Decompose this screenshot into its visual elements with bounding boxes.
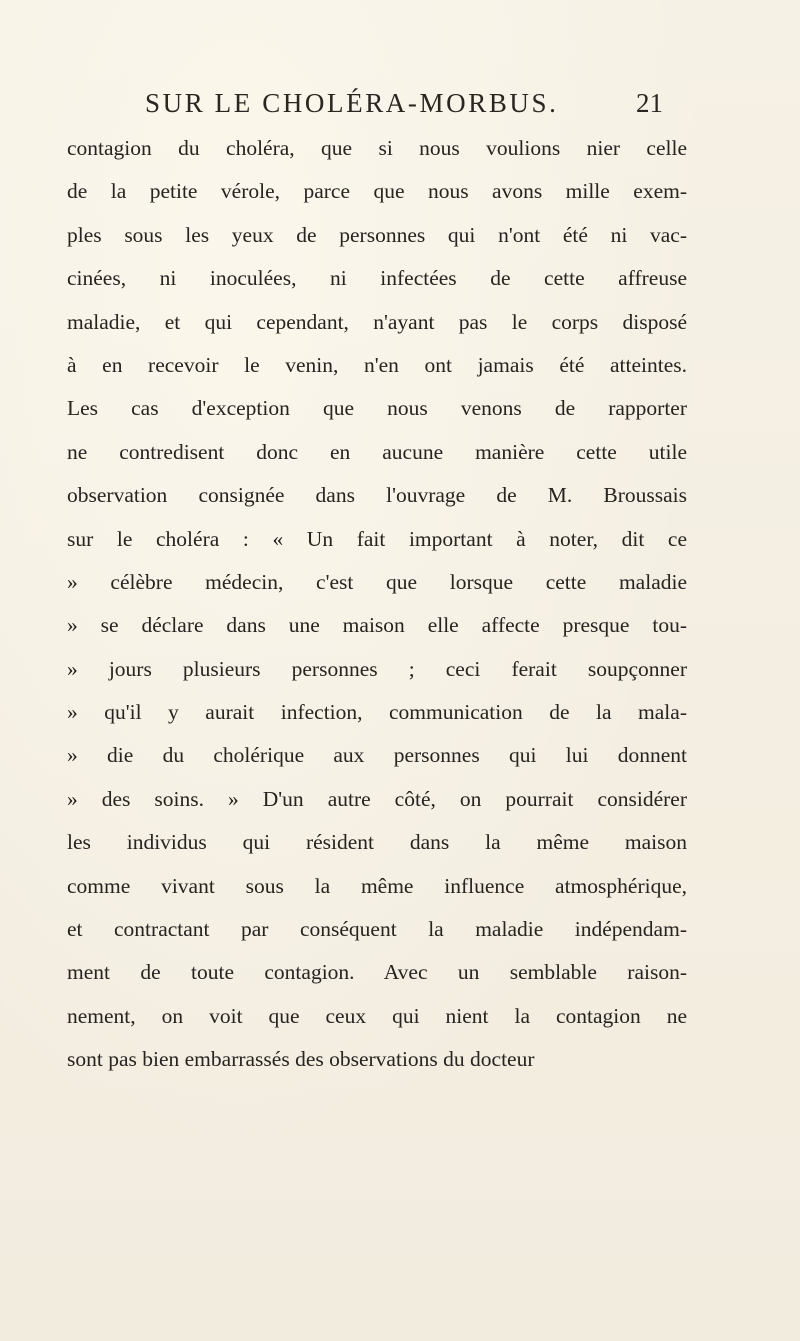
- text-line: » se déclare dans une maison elle affecte presque tou-: [67, 613, 687, 638]
- text-line: » die du cholérique aux personnes qui lui donnent: [67, 743, 687, 768]
- text-line: » qu'il y aurait infection, communication de la mala-: [67, 700, 687, 725]
- text-line: ment de toute contagion. Avec un semblable raison-: [67, 960, 687, 985]
- text-line: » des soins. » D'un autre côté, on pourrait considérer: [67, 786, 687, 811]
- text-line: cinées, ni inoculées, ni infectées de cette affreuse: [67, 266, 687, 291]
- text-line: à en recevoir le venin, n'en ont jamais été atteintes.: [67, 352, 687, 377]
- text-line: de la petite vérole, parce que nous avons mille exem-: [67, 179, 687, 204]
- page-number: 21: [636, 88, 663, 118]
- text-line: contagion du choléra, que si nous voulions nier celle: [67, 136, 687, 160]
- text-line: Les cas d'exception que nous venons de rapporter: [67, 396, 687, 421]
- page-header: [0, 88, 800, 128]
- text-line: comme vivant sous la même influence atmosphérique,: [67, 873, 687, 898]
- body-text: [67, 127, 687, 1082]
- text-line: nement, on voit que ceux qui nient la contagion ne: [67, 1003, 687, 1028]
- text-line: ples sous les yeux de personnes qui n'ont été ni vac-: [67, 222, 687, 247]
- running-title: SUR LE CHOLÉRA-MORBUS.: [145, 88, 559, 118]
- text-line: » jours plusieurs personnes ; ceci ferait soupçonner: [67, 656, 687, 681]
- text-line: ne contredisent donc en aucune manière cette utile: [67, 439, 687, 464]
- text-line: maladie, et qui cependant, n'ayant pas le corps disposé: [67, 309, 687, 334]
- text-line: observation consignée dans l'ouvrage de M. Broussais: [67, 483, 687, 508]
- text-line: les individus qui résident dans la même maison: [67, 830, 687, 855]
- text-line: et contractant par conséquent la maladie indépendam-: [67, 917, 687, 942]
- text-line: » célèbre médecin, c'est que lorsque cette maladie: [67, 569, 687, 594]
- text-line: sur le choléra : « Un fait important à noter, dit ce: [67, 526, 687, 551]
- text-line: sont pas bien embarrassés des observations du docteur: [67, 1047, 535, 1072]
